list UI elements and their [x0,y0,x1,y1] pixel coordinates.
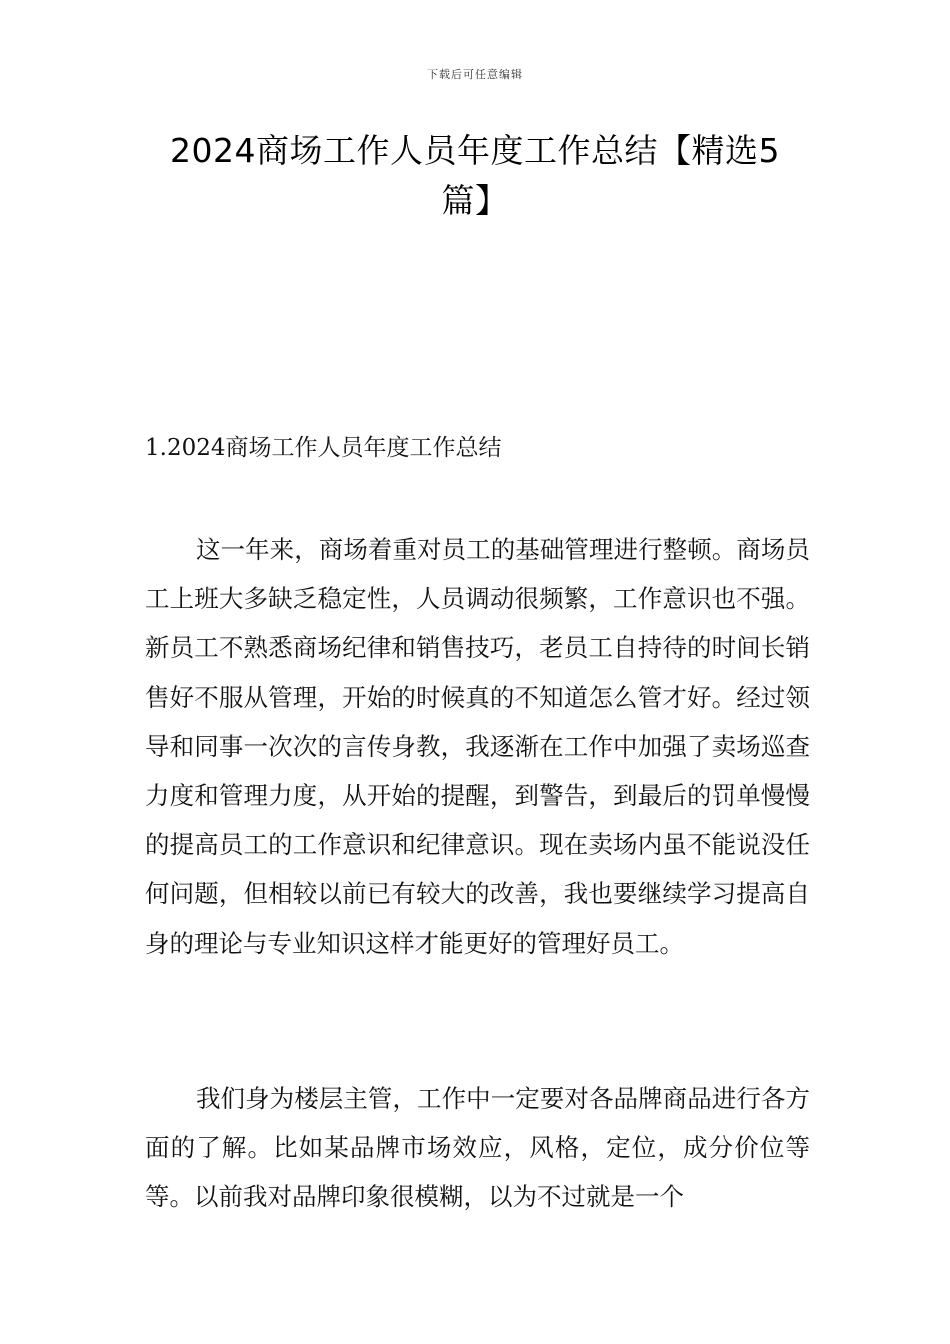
body-paragraph: 这一年来，商场着重对员工的基础管理进行整顿。商场员工上班大多缺乏稳定性，人员调动很频繁，工作意识也不强。新员工不熟悉商场纪律和销售技巧，老员工自持待的时间长销售好不服从管理，开始的时候真的不知道怎么管才好。经过领导和同事一次次的言传身教，我逐渐在工作中加强了卖场巡查力度和管理力度，从开始的提醒，到警告，到最后的罚单慢慢的提高员工的工作意识和纪律意识。现在卖场内虽不能说没任何问题，但相较以前已有较大的改善，我也要继续学习提高自身的理论与专业知识这样才能更好的管理好员工。 [145,535,810,958]
header-note: 下载后可任意编辑 [427,68,523,81]
document-title: 2024商场工作人员年度工作总结【精选5篇】 [170,131,780,220]
section-heading: 1.2024商场工作人员年度工作总结 [145,435,502,461]
body-paragraph: 我们身为楼层主管，工作中一定要对各品牌商品进行各方面的了解。比如某品牌市场效应，风格，定位，成分价位等等。以前我对品牌印象很模糊，以为不过就是一个 [145,1084,810,1212]
